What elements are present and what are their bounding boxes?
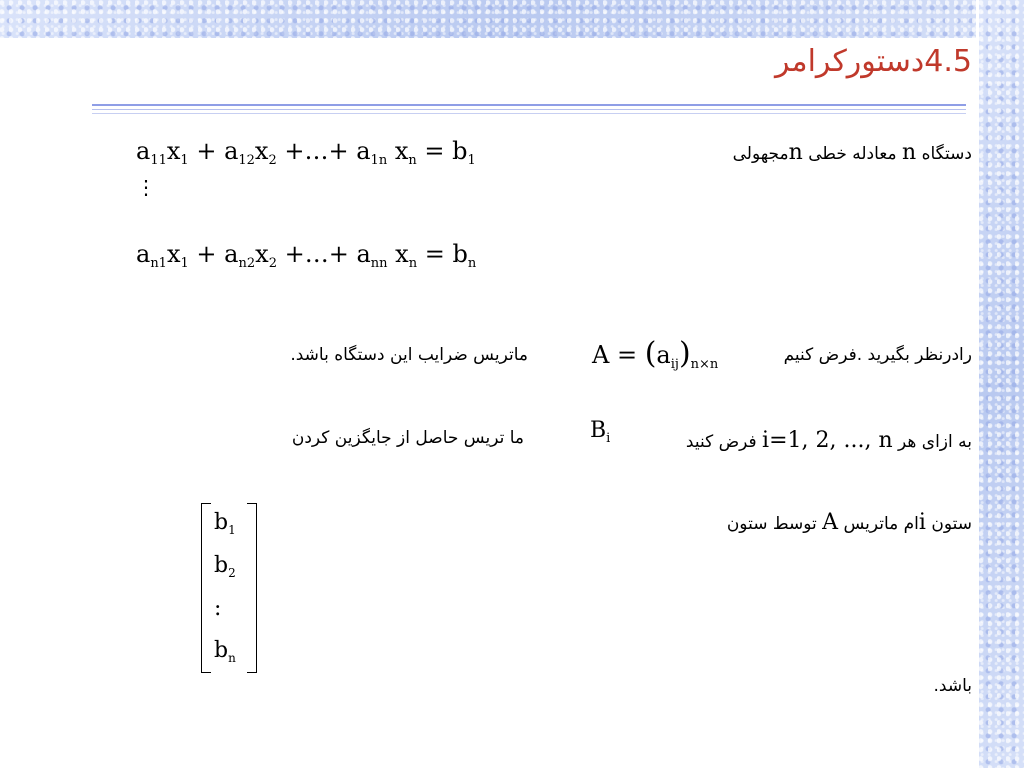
vector-bracket-left [201, 503, 211, 673]
title-rule-faint [92, 113, 966, 114]
column-replacement-text: ستون iام ماتریس A توسط ستون [726, 510, 972, 535]
vertical-ellipsis: ⋮ [136, 175, 156, 199]
right-divider [976, 0, 979, 768]
title-rule [92, 104, 966, 106]
matrix-a-definition: $A = (a_{ij})_{n\times n}$ [592, 336, 719, 372]
vector-entry-n: $b_n$ [214, 638, 236, 665]
equation-first-row: $a_{11}x_1 + a_{12}x_2$ +…+ $a_{1n}$ $x_n = b_1$ [136, 137, 476, 168]
assume-matrix-text: رادرنظر بگیرید .فرض کنیم [783, 345, 972, 365]
right-decorative-band [979, 0, 1024, 768]
vector-bracket-right [247, 503, 257, 673]
system-description: دستگاه n معادله خطی nمجهولی [732, 140, 972, 165]
slide-title: 4.5دستورکرامر [774, 44, 972, 79]
closing-text: باشد. [933, 676, 972, 696]
vector-entry-1: $b_1$ [214, 510, 236, 537]
equation-last-row: $a_{n1}x_1 + a_{n2}x_2$ +…+ $a_{nn}$ $x_n = b_n$ [136, 240, 477, 271]
top-decorative-band [0, 0, 1024, 38]
title-rule-thin [92, 109, 966, 110]
for-each-i-text: به ازای هر i=1, 2, ..., n فرض کنید [685, 428, 972, 453]
coefficient-matrix-text: ماتریس ضرایب این دستگاه باشد. [290, 345, 528, 365]
vector-entry-2: $b_2$ [214, 553, 236, 580]
vector-entry-dots: : [214, 596, 222, 621]
matrix-b-symbol: $B_i$ [590, 418, 611, 446]
replacement-matrix-text: ما تریس حاصل از جایگزین کردن [291, 428, 524, 448]
